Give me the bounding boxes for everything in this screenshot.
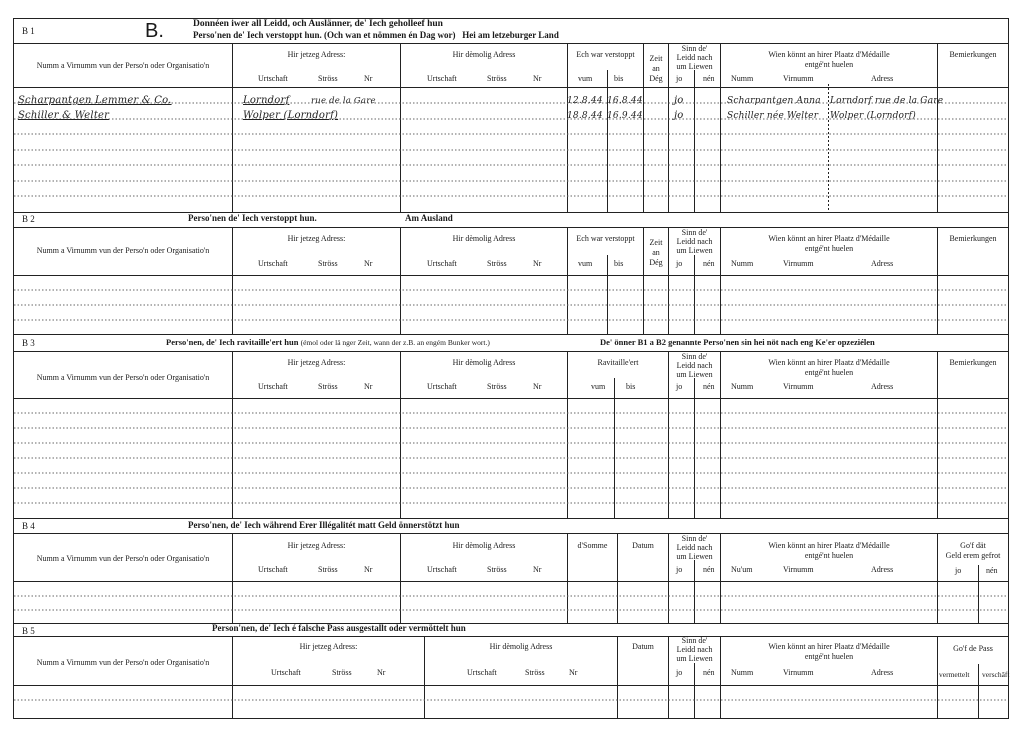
b5-old-address-header: Hir dèmolig Adress bbox=[489, 642, 553, 651]
b5-old-street: Ströss bbox=[525, 668, 545, 677]
b2-virnumm: Virnumm bbox=[783, 259, 814, 268]
b1-medal1: Wien könnt an hirer Plaatz d'Médaille bbox=[768, 50, 890, 59]
b1-time2: an bbox=[652, 64, 660, 73]
b3-current-place: Urtschaft bbox=[258, 382, 288, 391]
b4-date-header: Datum bbox=[632, 541, 654, 550]
b4-medal2: entgé'nt huelen bbox=[804, 551, 854, 560]
b3-title bbox=[166, 338, 490, 347]
b2-time2: an bbox=[652, 248, 660, 257]
b1-row2-place: Wolper (Lorndorf) bbox=[243, 110, 339, 121]
b4-current-address-header: Hir jetzeg Adress: bbox=[287, 541, 346, 550]
b5-lost: verschâft bbox=[982, 670, 1010, 679]
b1-row1-bis: 16.8.44 bbox=[607, 96, 643, 106]
b1-row1-street: rue de la Gare bbox=[311, 96, 376, 106]
b2-hidden-header: Ech war verstoppt bbox=[576, 234, 635, 243]
b2-vum: vum bbox=[578, 259, 593, 268]
b1-row2-name: Schiller & Welter bbox=[18, 110, 110, 121]
b4-name-header: Numm a Virnumm vun der Perso'n oder Organisatio'n bbox=[36, 554, 210, 563]
b5-name-header: Numm a Virnumm vun der Perso'n oder Organisatio'n bbox=[36, 658, 210, 667]
b4-current-street: Ströss bbox=[318, 565, 338, 574]
b5-nen: nén bbox=[703, 668, 715, 677]
b4-sum-header: d'Somme bbox=[577, 541, 608, 550]
b3-supplied-header: Ravitaille'ert bbox=[597, 358, 639, 367]
b5-issued: vermettelt bbox=[939, 670, 970, 679]
b5-alive3: um Liewen bbox=[676, 654, 713, 663]
b5-old-place: Urtschaft bbox=[467, 668, 497, 677]
b5-current-address-header: Hir jetzeg Adress: bbox=[299, 642, 358, 651]
b3-medal1: Wien könnt an hirer Plaatz d'Médaille bbox=[768, 358, 890, 367]
b4-jo: jo bbox=[676, 565, 683, 574]
b4-old-address-header: Hir dèmolig Adress bbox=[452, 541, 516, 550]
b2-title: Perso'nen de' Iech verstoppt hun. bbox=[188, 213, 317, 223]
b5-medal2: entgé'nt huelen bbox=[804, 652, 854, 661]
b1-row1-place: Lorndorf bbox=[243, 95, 290, 106]
b5-jo: jo bbox=[676, 668, 683, 677]
b3-current-nr: Nr bbox=[364, 382, 373, 391]
b3-medal2: entgé'nt huelen bbox=[804, 368, 854, 377]
b2-title-extra: Am Ausland bbox=[405, 213, 453, 223]
b5-old-nr: Nr bbox=[569, 668, 578, 677]
b1-old-place: Urtschaft bbox=[427, 74, 457, 83]
section-label-b2: B 2 bbox=[22, 214, 35, 224]
b3-alive1: Sinn de' bbox=[681, 352, 708, 361]
b1-adress: Adress bbox=[871, 74, 894, 83]
b1-current-nr: Nr bbox=[364, 74, 373, 83]
b4-current-place: Urtschaft bbox=[258, 565, 288, 574]
b3-numm: Numm bbox=[731, 382, 754, 391]
section-label-b5: B 5 bbox=[22, 626, 35, 636]
b3-old-street: Ströss bbox=[487, 382, 507, 391]
b4-adress: Adress bbox=[871, 565, 894, 574]
b1-jo: jo bbox=[676, 74, 683, 83]
b2-old-nr: Nr bbox=[533, 259, 542, 268]
b3-alive2: Leidd nach bbox=[676, 361, 713, 370]
b1-time1: Zeit bbox=[649, 54, 663, 63]
b2-medal1: Wien könnt an hirer Plaatz d'Médaille bbox=[768, 234, 890, 243]
b4-old-nr: Nr bbox=[533, 565, 542, 574]
b4-returned1: Go'f dät bbox=[960, 541, 986, 550]
b3-name-header: Numm a Virnumm vun der Perso'n oder Organisatio'n bbox=[36, 373, 210, 382]
b2-medal2: entgé'nt huelen bbox=[804, 244, 854, 253]
b3-title-main: Perso'nen, de' Iech ravitaille'ert hun bbox=[166, 337, 299, 347]
b5-adress: Adress bbox=[871, 668, 894, 677]
b4-alive2: Leidd nach bbox=[676, 543, 713, 552]
b4-returned-jo: jo bbox=[955, 566, 962, 575]
b5-title: Person'nen, de' Iech é falsche Pass ausgestallt oder vermöttelt hun bbox=[212, 623, 466, 633]
b3-old-nr: Nr bbox=[533, 382, 542, 391]
b1-row2-jo: jo bbox=[674, 110, 684, 121]
b3-jo: jo bbox=[676, 382, 683, 391]
b1-row1-name: Scharpantgen Lemmer & Co. bbox=[18, 95, 172, 106]
b1-row1-heir-name: Scharpantgen Anna bbox=[727, 96, 821, 106]
b5-virnumm: Virnumm bbox=[783, 668, 814, 677]
b5-medal1: Wien könnt an hirer Plaatz d'Médaille bbox=[768, 642, 890, 651]
b4-numm: Nu'um bbox=[731, 565, 753, 574]
b4-nen: nén bbox=[703, 565, 715, 574]
b4-virnumm: Virnumm bbox=[783, 565, 814, 574]
b2-old-place: Urtschaft bbox=[427, 259, 457, 268]
b3-title-extra: (émol oder lä nger Zeit, wann der z.B. an engém Bunker wort.) bbox=[300, 338, 490, 347]
b1-time3: Dég bbox=[649, 74, 663, 83]
b5-current-street: Ströss bbox=[332, 668, 352, 677]
b5-alive2: Leidd nach bbox=[676, 645, 713, 654]
b1-row2-bis: 16.9.44 bbox=[607, 111, 643, 121]
b4-returned-nen: nén bbox=[986, 566, 998, 575]
title-line2-extra: Hei am letzeburger Land bbox=[462, 30, 559, 40]
b2-adress: Adress bbox=[871, 259, 894, 268]
b3-adress: Adress bbox=[871, 382, 894, 391]
b2-alive2: Leidd nach bbox=[676, 237, 713, 246]
b3-remarks: Bemierkungen bbox=[949, 358, 997, 367]
b1-old-street: Ströss bbox=[487, 74, 507, 83]
b4-medal1: Wien könnt an hirer Plaatz d'Médaille bbox=[768, 541, 890, 550]
b1-medal2: entgé'nt huelen bbox=[804, 60, 854, 69]
b1-alive2: Leidd nach bbox=[676, 53, 713, 62]
page-letter: B. bbox=[145, 20, 164, 42]
b3-alive3: um Liewen bbox=[676, 370, 713, 379]
b2-numm: Numm bbox=[731, 259, 754, 268]
b1-old-nr: Nr bbox=[533, 74, 542, 83]
b2-alive1: Sinn de' bbox=[681, 228, 708, 237]
b5-pass-header: Go'f de Pass bbox=[953, 644, 993, 653]
section-label-b4: B 4 bbox=[22, 521, 35, 531]
b2-time3: Dég bbox=[649, 258, 663, 267]
b5-alive1: Sinn de' bbox=[681, 636, 708, 645]
b4-alive3: um Liewen bbox=[676, 552, 713, 561]
b2-current-nr: Nr bbox=[364, 259, 373, 268]
b3-bis: bis bbox=[626, 382, 636, 391]
b2-name-header: Numm a Virnumm vun der Perso'n oder Organisatio'n bbox=[36, 246, 210, 255]
b1-numm: Numm bbox=[731, 74, 754, 83]
b4-title: Perso'nen, de' Iech während Erer Illégalitét matt Geld önnerstötzt hun bbox=[188, 520, 460, 530]
b2-old-street: Ströss bbox=[487, 259, 507, 268]
b5-current-nr: Nr bbox=[377, 668, 386, 677]
b1-alive3: um Liewen bbox=[676, 62, 713, 71]
b3-current-street: Ströss bbox=[318, 382, 338, 391]
b1-name-header: Numm a Virnumm vun der Perso'n oder Organisatio'n bbox=[36, 61, 210, 70]
b3-nen: nén bbox=[703, 382, 715, 391]
b1-old-address-header: Hir dèmolig Adress bbox=[452, 50, 516, 59]
b3-vum: vum bbox=[591, 382, 606, 391]
b3-old-address-header: Hir dèmolig Adress bbox=[452, 358, 516, 367]
b1-row1-heir-address: Lorndorf rue de la Gare bbox=[830, 96, 944, 106]
b2-time1: Zeit bbox=[649, 238, 663, 247]
b5-numm: Numm bbox=[731, 668, 754, 677]
b5-current-place: Urtschaft bbox=[271, 668, 301, 677]
b1-bis: bis bbox=[614, 74, 624, 83]
b2-current-street: Ströss bbox=[318, 259, 338, 268]
b2-nen: nén bbox=[703, 259, 715, 268]
b1-alive1: Sinn de' bbox=[681, 44, 708, 53]
b1-row2-heir-name: Schiller née Welter bbox=[727, 111, 819, 121]
b4-old-street: Ströss bbox=[487, 565, 507, 574]
b3-current-address-header: Hir jetzeg Adress: bbox=[287, 358, 346, 367]
b1-nen: nén bbox=[703, 74, 715, 83]
b2-remarks: Bemierkungen bbox=[949, 234, 997, 243]
page-title-line1: Donnéen iwer all Leidd, och Auslänner, de' Iech geholleef hun bbox=[193, 19, 443, 29]
b2-current-address-header: Hir jetzeg Adress: bbox=[287, 234, 346, 243]
b4-current-nr: Nr bbox=[364, 565, 373, 574]
b2-old-address-header: Hir dèmolig Adress bbox=[452, 234, 516, 243]
b2-current-place: Urtschaft bbox=[258, 259, 288, 268]
b2-alive3: um Liewen bbox=[676, 246, 713, 255]
b1-current-place: Urtschaft bbox=[258, 74, 288, 83]
b1-row1-jo: jo bbox=[674, 95, 684, 106]
b4-returned2: Geld erem gefrot bbox=[945, 551, 1001, 560]
b3-old-place: Urtschaft bbox=[427, 382, 457, 391]
b4-alive1: Sinn de' bbox=[681, 534, 708, 543]
b1-row2-heir-address: Wolper (Lorndorf) bbox=[830, 111, 916, 121]
b1-row2-vum: 18.8.44 bbox=[567, 111, 603, 121]
b1-remarks: Bemierkungen bbox=[949, 50, 997, 59]
b2-bis: bis bbox=[614, 259, 624, 268]
b1-virnumm: Virnumm bbox=[783, 74, 814, 83]
section-label-b1: B 1 bbox=[22, 26, 35, 36]
b4-old-place: Urtschaft bbox=[427, 565, 457, 574]
b5-date-header: Datum bbox=[632, 642, 654, 651]
b1-current-street: Ströss bbox=[318, 74, 338, 83]
b3-virnumm: Virnumm bbox=[783, 382, 814, 391]
b3-title-right: De' önner B1 a B2 genannte Perso'nen sin hei nöt nach eng Ke'er opzeziélen bbox=[600, 337, 875, 347]
section-label-b3: B 3 bbox=[22, 338, 35, 348]
page-title-line2 bbox=[193, 31, 559, 40]
b2-jo: jo bbox=[676, 259, 683, 268]
b1-current-address-header: Hir jetzeg Adress: bbox=[287, 50, 346, 59]
title-line2-main: Perso'nen de' Iech verstoppt hun. (Och wan et nömmen én Dag wor) bbox=[193, 30, 456, 40]
b1-hidden-header: Ech war verstoppt bbox=[576, 50, 635, 59]
b1-vum: vum bbox=[578, 74, 593, 83]
b1-row1-vum: 12.8.44 bbox=[567, 96, 603, 106]
